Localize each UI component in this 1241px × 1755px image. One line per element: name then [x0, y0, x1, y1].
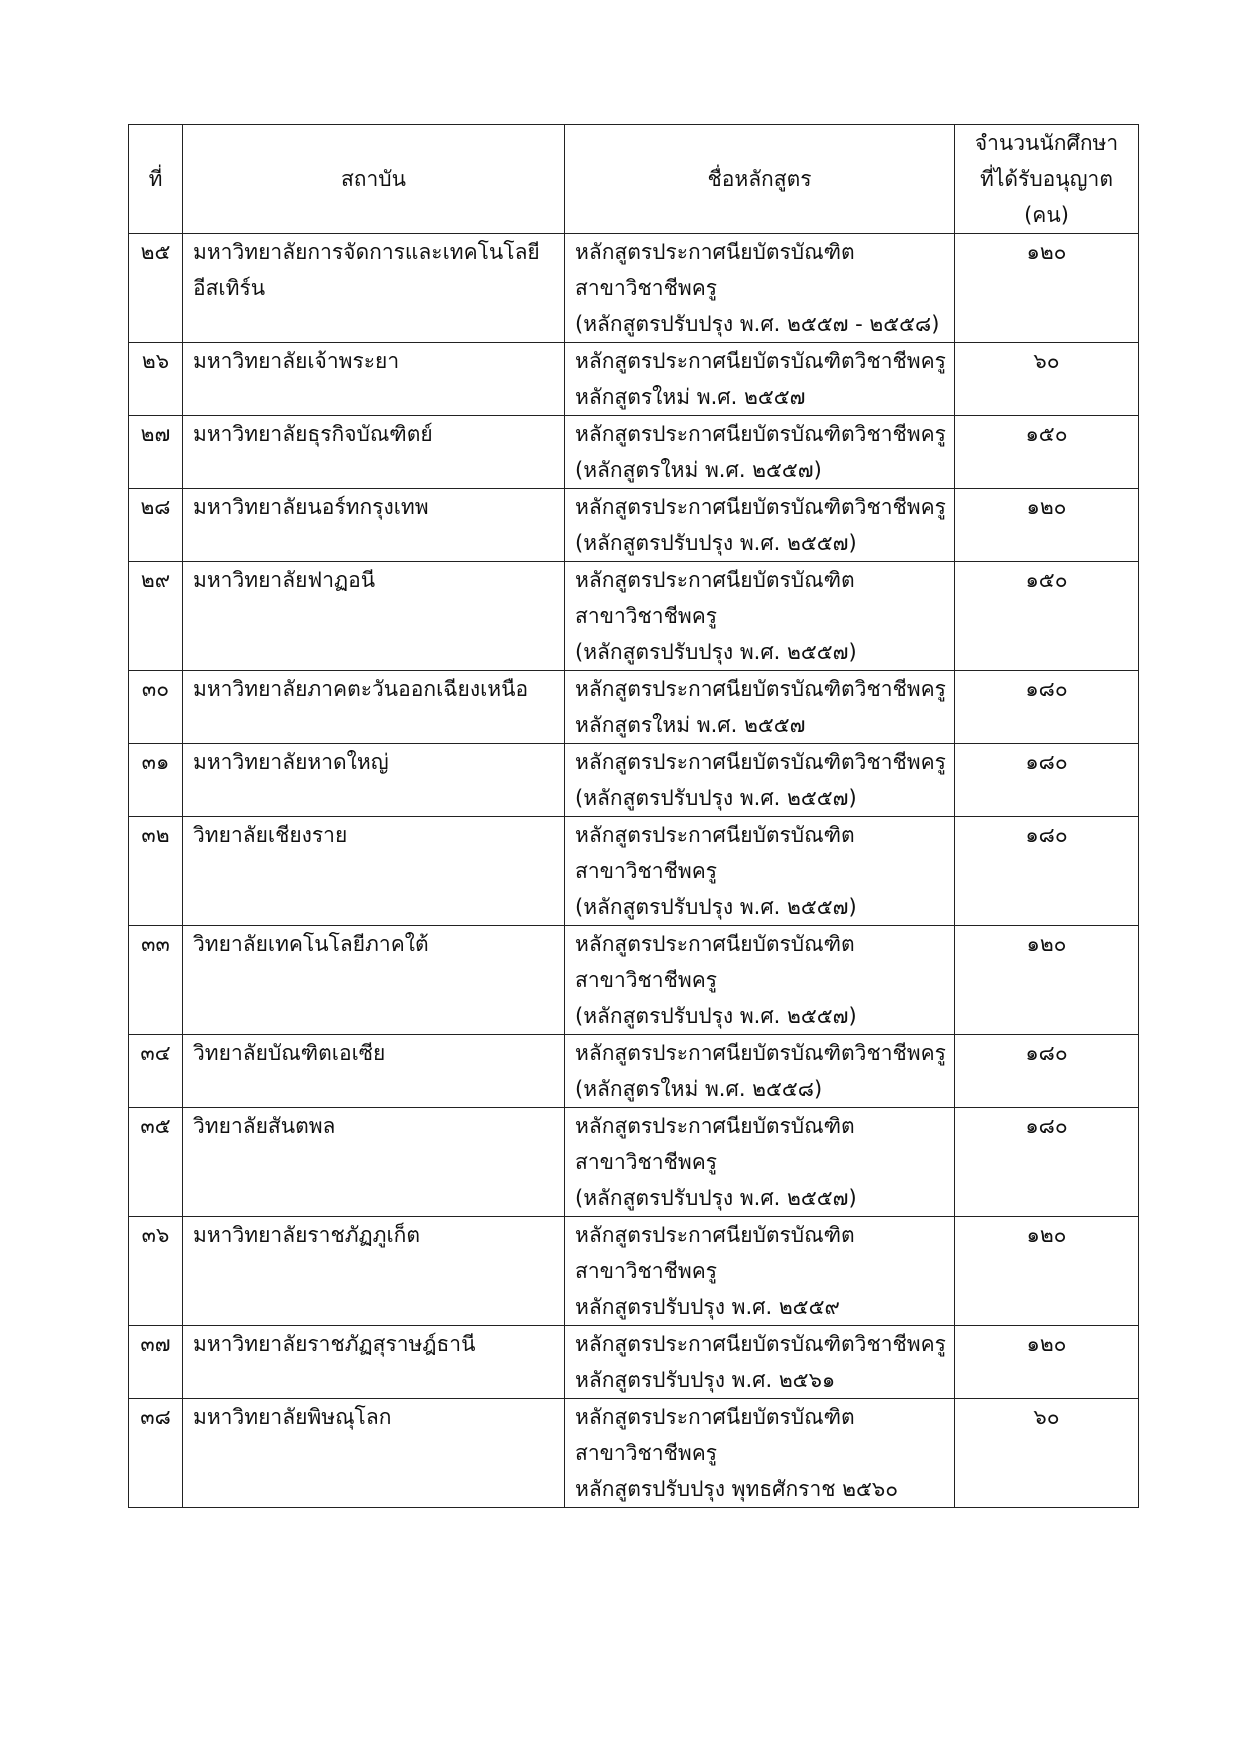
- row-number: ๒๗: [129, 416, 183, 489]
- row-number: ๓๑: [129, 744, 183, 817]
- row-number: ๒๘: [129, 489, 183, 562]
- row-number: ๒๕: [129, 234, 183, 343]
- student-count: ๑๒๐: [955, 1326, 1139, 1399]
- program-name-line: หลักสูตรใหม่ พ.ศ. ๒๕๕๗: [575, 385, 806, 409]
- table-row: [129, 343, 1139, 416]
- table-row: [129, 744, 1139, 817]
- program-cell: [565, 1399, 955, 1508]
- program-name-line: หลักสูตรประกาศนียบัตรบัณฑิตวิชาชีพครู: [575, 750, 946, 774]
- row-number: ๓๐: [129, 671, 183, 744]
- student-count: ๑๕๐: [955, 562, 1139, 671]
- student-count: ๑๒๐: [955, 234, 1139, 343]
- program-name-line: (หลักสูตรปรับปรุง พ.ศ. ๒๕๕๗): [575, 786, 857, 810]
- program-name-line: (หลักสูตรปรับปรุง พ.ศ. ๒๕๕๗): [575, 531, 857, 555]
- program-name-line: หลักสูตรประกาศนียบัตรบัณฑิต: [575, 1114, 855, 1138]
- program-cell: [565, 489, 955, 562]
- program-name-line: (หลักสูตรปรับปรุง พ.ศ. ๒๕๕๗ - ๒๕๕๘): [575, 312, 940, 336]
- institution-name-line: มหาวิทยาลัยพิษณุโลก: [193, 1405, 392, 1429]
- program-cell: [565, 1108, 955, 1217]
- program-name-line: หลักสูตรใหม่ พ.ศ. ๒๕๕๗: [575, 713, 806, 737]
- program-name-line: (หลักสูตรใหม่ พ.ศ. ๒๕๕๗): [575, 458, 822, 482]
- program-cell: [565, 1326, 955, 1399]
- student-count: ๑๒๐: [955, 1217, 1139, 1326]
- institution-cell: [183, 489, 565, 562]
- table-row: [129, 1217, 1139, 1326]
- program-cell: [565, 817, 955, 926]
- header-institution: สถาบัน: [183, 125, 565, 234]
- institution-cell: [183, 416, 565, 489]
- table-row: [129, 489, 1139, 562]
- row-number: ๓๒: [129, 817, 183, 926]
- program-name-line: (หลักสูตรปรับปรุง พ.ศ. ๒๕๕๗): [575, 895, 857, 919]
- program-cell: [565, 926, 955, 1035]
- institution-name-line: มหาวิทยาลัยเจ้าพระยา: [193, 349, 400, 373]
- institution-name-line: มหาวิทยาลัยภาคตะวันออกเฉียงเหนือ: [193, 677, 529, 701]
- program-cell: [565, 562, 955, 671]
- program-name-line: สาขาวิชาชีพครู: [575, 1259, 718, 1283]
- institution-name-line: มหาวิทยาลัยนอร์ทกรุงเทพ: [193, 495, 429, 519]
- table-row: [129, 817, 1139, 926]
- institution-cell: [183, 744, 565, 817]
- program-cell: [565, 343, 955, 416]
- program-name-line: หลักสูตรประกาศนียบัตรบัณฑิตวิชาชีพครู: [575, 495, 946, 519]
- institution-name-line: มหาวิทยาลัยราชภัฏภูเก็ต: [193, 1223, 421, 1247]
- program-name-line: หลักสูตรปรับปรุง พ.ศ. ๒๕๖๑: [575, 1368, 836, 1392]
- institution-cell: [183, 234, 565, 343]
- institution-cell: [183, 343, 565, 416]
- program-name-line: หลักสูตรประกาศนียบัตรบัณฑิต: [575, 932, 855, 956]
- row-number: ๓๗: [129, 1326, 183, 1399]
- row-number: ๓๘: [129, 1399, 183, 1508]
- table-row: [129, 1035, 1139, 1108]
- row-number: ๓๔: [129, 1035, 183, 1108]
- table-row: [129, 1326, 1139, 1399]
- program-cell: [565, 671, 955, 744]
- program-name-line: หลักสูตรปรับปรุง พ.ศ. ๒๕๕๙: [575, 1295, 840, 1319]
- program-name-line: (หลักสูตรปรับปรุง พ.ศ. ๒๕๕๗): [575, 640, 857, 664]
- program-cell: [565, 234, 955, 343]
- institution-name-line: มหาวิทยาลัยหาดใหญ่: [193, 750, 389, 774]
- table-row: [129, 671, 1139, 744]
- institution-name-line: วิทยาลัยเชียงราย: [193, 823, 348, 847]
- header-program: ชื่อหลักสูตร: [565, 125, 955, 234]
- program-cell: [565, 744, 955, 817]
- program-name-line: สาขาวิชาชีพครู: [575, 1150, 718, 1174]
- table-row: [129, 1399, 1139, 1508]
- row-number: ๒๙: [129, 562, 183, 671]
- table-row: [129, 234, 1139, 343]
- program-name-line: หลักสูตรประกาศนียบัตรบัณฑิตวิชาชีพครู: [575, 677, 946, 701]
- program-name-line: หลักสูตรประกาศนียบัตรบัณฑิตวิชาชีพครู: [575, 422, 946, 446]
- program-name-line: (หลักสูตรใหม่ พ.ศ. ๒๕๕๘): [575, 1077, 823, 1101]
- institution-cell: [183, 817, 565, 926]
- program-name-line: หลักสูตรประกาศนียบัตรบัณฑิต: [575, 1405, 855, 1429]
- student-count: ๑๘๐: [955, 1108, 1139, 1217]
- program-name-line: สาขาวิชาชีพครู: [575, 968, 718, 992]
- student-count: ๑๒๐: [955, 489, 1139, 562]
- program-name-line: สาขาวิชาชีพครู: [575, 1441, 718, 1465]
- program-name-line: (หลักสูตรปรับปรุง พ.ศ. ๒๕๕๗): [575, 1186, 857, 1210]
- student-count: ๖๐: [955, 1399, 1139, 1508]
- header-no: ที่: [129, 125, 183, 234]
- program-name-line: สาขาวิชาชีพครู: [575, 859, 718, 883]
- institution-cell: [183, 1035, 565, 1108]
- program-cell: [565, 1217, 955, 1326]
- institution-name-line: วิทยาลัยสันตพล: [193, 1114, 336, 1138]
- program-name-line: หลักสูตรประกาศนียบัตรบัณฑิต: [575, 240, 855, 264]
- program-name-line: สาขาวิชาชีพครู: [575, 276, 718, 300]
- program-name-line: สาขาวิชาชีพครู: [575, 604, 718, 628]
- institution-name-line: มหาวิทยาลัยธุรกิจบัณฑิตย์: [193, 422, 433, 446]
- institution-cell: [183, 562, 565, 671]
- institution-cell: [183, 1108, 565, 1217]
- institution-cell: [183, 671, 565, 744]
- institution-cell: [183, 1217, 565, 1326]
- table-row: [129, 416, 1139, 489]
- program-name-line: หลักสูตรประกาศนียบัตรบัณฑิตวิชาชีพครู: [575, 349, 946, 373]
- header-count-line: (คน): [1024, 203, 1069, 227]
- row-number: ๓๕: [129, 1108, 183, 1217]
- student-count: ๑๘๐: [955, 817, 1139, 926]
- student-count: ๑๘๐: [955, 671, 1139, 744]
- institution-name-line: วิทยาลัยเทคโนโลยีภาคใต้: [193, 932, 429, 956]
- student-count: ๑๒๐: [955, 926, 1139, 1035]
- student-count: ๑๕๐: [955, 416, 1139, 489]
- institution-name-line: อีสเทิร์น: [193, 276, 266, 300]
- header-count-line: ที่ได้รับอนุญาต: [980, 167, 1113, 191]
- row-number: ๓๓: [129, 926, 183, 1035]
- row-number: ๓๖: [129, 1217, 183, 1326]
- header-count-line: จำนวนนักศึกษา: [974, 131, 1119, 155]
- program-name-line: หลักสูตรปรับปรุง พุทธศักราช ๒๕๖๐: [575, 1477, 899, 1501]
- student-count: ๑๘๐: [955, 1035, 1139, 1108]
- table-body: [129, 234, 1139, 1508]
- institution-cell: [183, 1326, 565, 1399]
- institution-name-line: มหาวิทยาลัยการจัดการและเทคโนโลยี: [193, 240, 540, 264]
- student-count: ๑๘๐: [955, 744, 1139, 817]
- program-name-line: หลักสูตรประกาศนียบัตรบัณฑิตวิชาชีพครู: [575, 1041, 946, 1065]
- program-cell: [565, 1035, 955, 1108]
- institution-cell: [183, 1399, 565, 1508]
- table-row: [129, 562, 1139, 671]
- institution-cell: [183, 926, 565, 1035]
- table-row: [129, 1108, 1139, 1217]
- table-row: [129, 926, 1139, 1035]
- program-name-line: หลักสูตรประกาศนียบัตรบัณฑิต: [575, 823, 855, 847]
- institution-name-line: มหาวิทยาลัยราชภัฏสุราษฎ์ธานี: [193, 1332, 476, 1356]
- program-name-line: (หลักสูตรปรับปรุง พ.ศ. ๒๕๕๗): [575, 1004, 857, 1028]
- table-header-row: [129, 125, 1139, 234]
- header-student-count: [955, 125, 1139, 234]
- student-count: ๖๐: [955, 343, 1139, 416]
- institution-name-line: มหาวิทยาลัยฟาฏอนี: [193, 568, 376, 592]
- licensed-programs-table: [128, 124, 1139, 1508]
- program-name-line: หลักสูตรประกาศนียบัตรบัณฑิต: [575, 1223, 855, 1247]
- program-name-line: หลักสูตรประกาศนียบัตรบัณฑิตวิชาชีพครู: [575, 1332, 946, 1356]
- program-name-line: หลักสูตรประกาศนียบัตรบัณฑิต: [575, 568, 855, 592]
- row-number: ๒๖: [129, 343, 183, 416]
- program-cell: [565, 416, 955, 489]
- institution-name-line: วิทยาลัยบัณฑิตเอเซีย: [193, 1041, 386, 1065]
